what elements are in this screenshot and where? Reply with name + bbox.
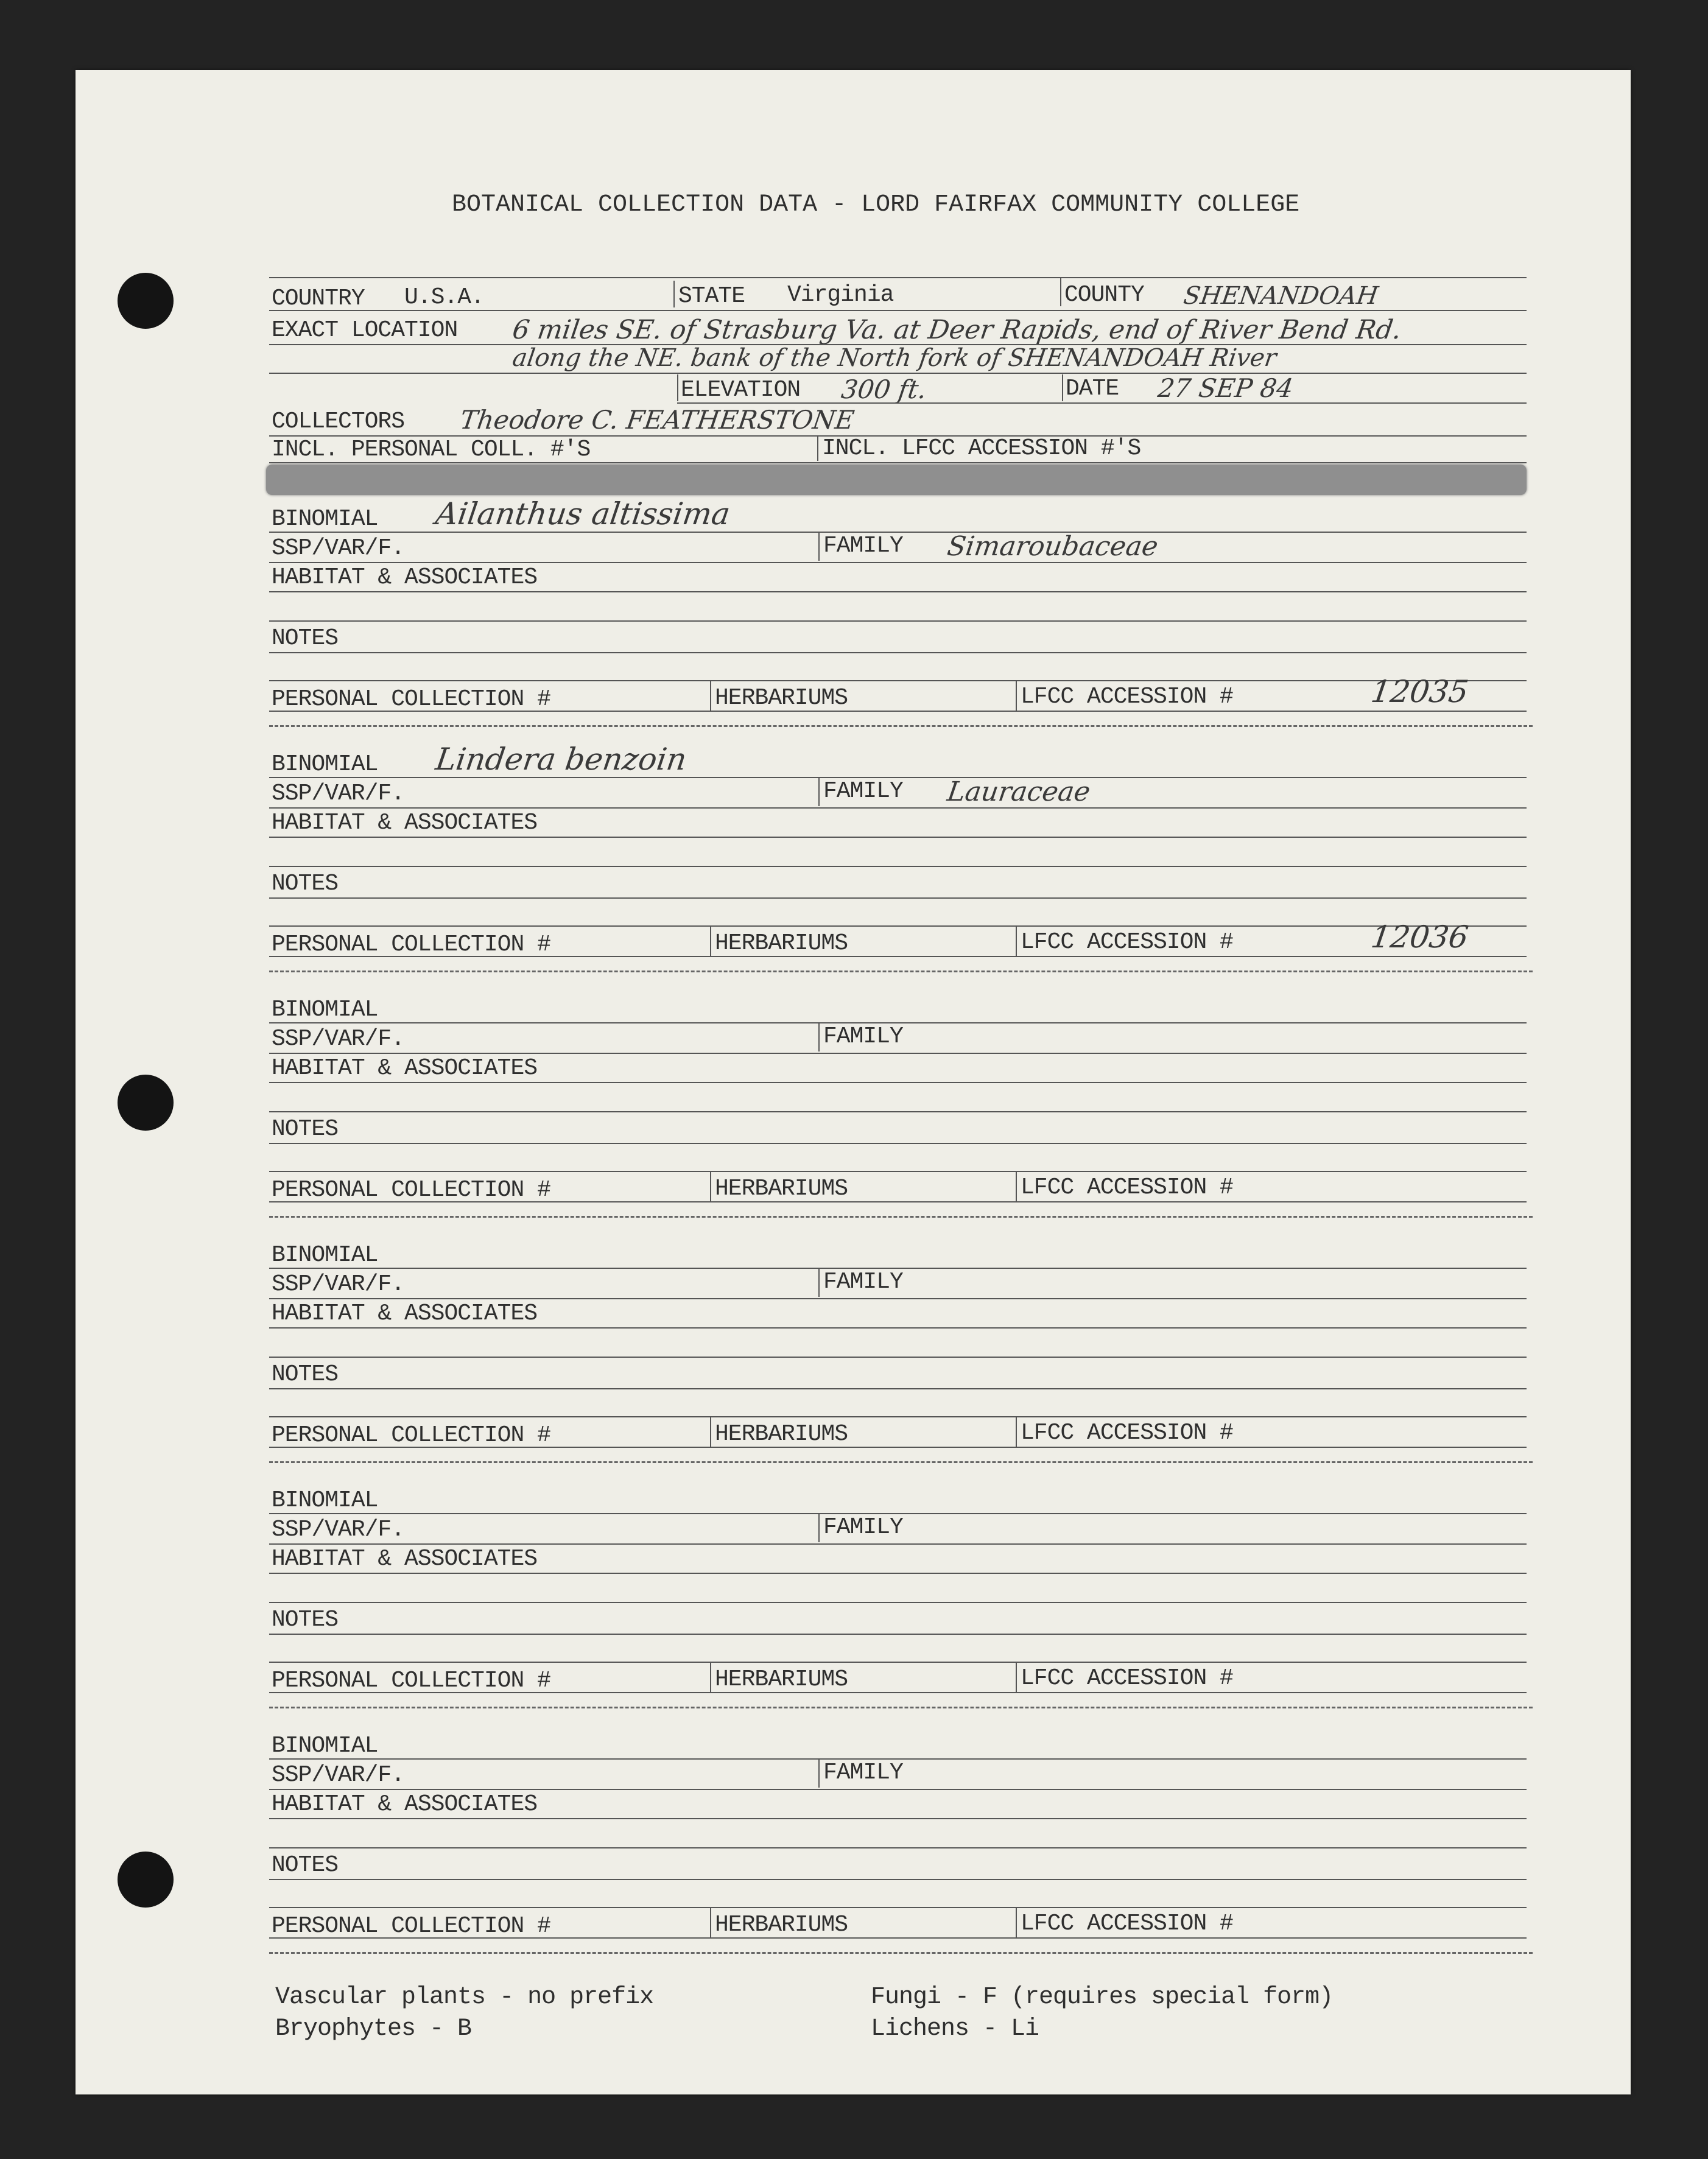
lfcc-accession-label: LFCC ACCESSION # xyxy=(1021,1420,1233,1446)
herbariums-label: HERBARIUMS xyxy=(715,1176,848,1202)
collectors-value: Theodore C. FEATHERSTONE xyxy=(458,405,856,435)
footer-lichens: Lichens - Li xyxy=(871,2015,1039,2043)
habitat-label: HABITAT & ASSOCIATES xyxy=(272,1301,538,1327)
binomial-label: BINOMIAL xyxy=(272,751,378,778)
punch-hole xyxy=(118,1075,174,1131)
footer-fungi: Fungi - F (requires special form) xyxy=(871,1984,1334,2011)
habitat-label: HABITAT & ASSOCIATES xyxy=(272,1055,538,1081)
personal-collection-label: PERSONAL COLLECTION # xyxy=(272,1913,550,1939)
lfcc-accession-label: LFCC ACCESSION # xyxy=(1021,684,1233,710)
ssp-label: SSP/VAR/F. xyxy=(272,1026,405,1052)
ssp-label: SSP/VAR/F. xyxy=(272,535,405,561)
lfcc-accession-label: LFCC ACCESSION # xyxy=(1021,1174,1233,1201)
punch-hole xyxy=(118,273,174,329)
elevation-value: 300 ft. xyxy=(839,374,929,404)
family-label: FAMILY xyxy=(823,1514,903,1540)
footer-vascular: Vascular plants - no prefix xyxy=(275,1984,654,2011)
lfcc-accession-label: LFCC ACCESSION # xyxy=(1021,1665,1233,1691)
personal-collection-label: PERSONAL COLLECTION # xyxy=(272,1668,550,1694)
binomial-label: BINOMIAL xyxy=(272,997,378,1023)
habitat-label: HABITAT & ASSOCIATES xyxy=(272,810,538,836)
country-label: COUNTRY xyxy=(272,286,365,312)
collectors-label: COLLECTORS xyxy=(272,409,405,435)
family-label: FAMILY xyxy=(823,1023,903,1050)
binomial-value: Ailanthus altissima xyxy=(433,496,733,532)
notes-label: NOTES xyxy=(272,1852,339,1878)
location-line-2: along the NE. bank of the North fork of SHENANDOAH River xyxy=(510,344,1279,372)
family-label: FAMILY xyxy=(823,533,903,559)
habitat-label: HABITAT & ASSOCIATES xyxy=(272,1546,538,1572)
family-label: FAMILY xyxy=(823,778,903,804)
data-sheet xyxy=(76,70,1631,2094)
incl-personal-label: INCL. PERSONAL COLL. #'S xyxy=(272,437,591,463)
lfcc-accession-label: LFCC ACCESSION # xyxy=(1021,1911,1233,1937)
ssp-label: SSP/VAR/F. xyxy=(272,1517,405,1543)
ssp-label: SSP/VAR/F. xyxy=(272,1271,405,1297)
family-label: FAMILY xyxy=(823,1760,903,1786)
punch-hole xyxy=(118,1852,174,1908)
ssp-label: SSP/VAR/F. xyxy=(272,1762,405,1788)
elevation-label: ELEVATION xyxy=(681,377,801,403)
family-value: Simaroubaceae xyxy=(945,531,1161,562)
personal-collection-label: PERSONAL COLLECTION # xyxy=(272,1177,550,1203)
notes-label: NOTES xyxy=(272,625,339,651)
lfcc-accession-value: 12035 xyxy=(1368,674,1471,709)
family-label: FAMILY xyxy=(823,1269,903,1295)
incl-lfcc-label: INCL. LFCC ACCESSION #'S xyxy=(822,435,1141,462)
redaction-bar xyxy=(266,465,1527,495)
binomial-label: BINOMIAL xyxy=(272,1487,378,1514)
date-value: 27 SEP 84 xyxy=(1156,373,1295,403)
notes-label: NOTES xyxy=(272,871,339,897)
binomial-value: Lindera benzoin xyxy=(433,742,689,777)
binomial-label: BINOMIAL xyxy=(272,506,378,532)
location-line-1: 6 miles SE. of Strasburg Va. at Deer Rapids, end of River Bend Rd. xyxy=(510,315,1404,345)
habitat-label: HABITAT & ASSOCIATES xyxy=(272,564,538,591)
herbariums-label: HERBARIUMS xyxy=(715,1666,848,1693)
personal-collection-label: PERSONAL COLLECTION # xyxy=(272,932,550,958)
date-label: DATE xyxy=(1066,376,1119,402)
herbariums-label: HERBARIUMS xyxy=(715,930,848,957)
personal-collection-label: PERSONAL COLLECTION # xyxy=(272,1422,550,1448)
footer-bryophytes: Bryophytes - B xyxy=(275,2015,472,2043)
herbariums-label: HERBARIUMS xyxy=(715,685,848,711)
notes-label: NOTES xyxy=(272,1116,339,1142)
lfcc-accession-value: 12036 xyxy=(1368,919,1471,955)
ssp-label: SSP/VAR/F. xyxy=(272,781,405,807)
herbariums-label: HERBARIUMS xyxy=(715,1421,848,1447)
exact-location-label: EXACT LOCATION xyxy=(272,317,458,343)
personal-collection-label: PERSONAL COLLECTION # xyxy=(272,686,550,712)
county-value: SHENANDOAH xyxy=(1181,282,1380,310)
binomial-label: BINOMIAL xyxy=(272,1733,378,1759)
lfcc-accession-label: LFCC ACCESSION # xyxy=(1021,929,1233,955)
state-value: Virginia xyxy=(787,282,894,308)
herbariums-label: HERBARIUMS xyxy=(715,1912,848,1938)
family-value: Lauraceae xyxy=(945,776,1092,807)
habitat-label: HABITAT & ASSOCIATES xyxy=(272,1791,538,1817)
notes-label: NOTES xyxy=(272,1361,339,1388)
county-label: COUNTY xyxy=(1064,282,1144,308)
state-label: STATE xyxy=(678,283,745,309)
notes-label: NOTES xyxy=(272,1607,339,1633)
country-value: U.S.A. xyxy=(404,284,484,311)
binomial-label: BINOMIAL xyxy=(272,1242,378,1268)
form-title: BOTANICAL COLLECTION DATA - LORD FAIRFAX COMMUNITY COLLEGE xyxy=(452,191,1300,219)
